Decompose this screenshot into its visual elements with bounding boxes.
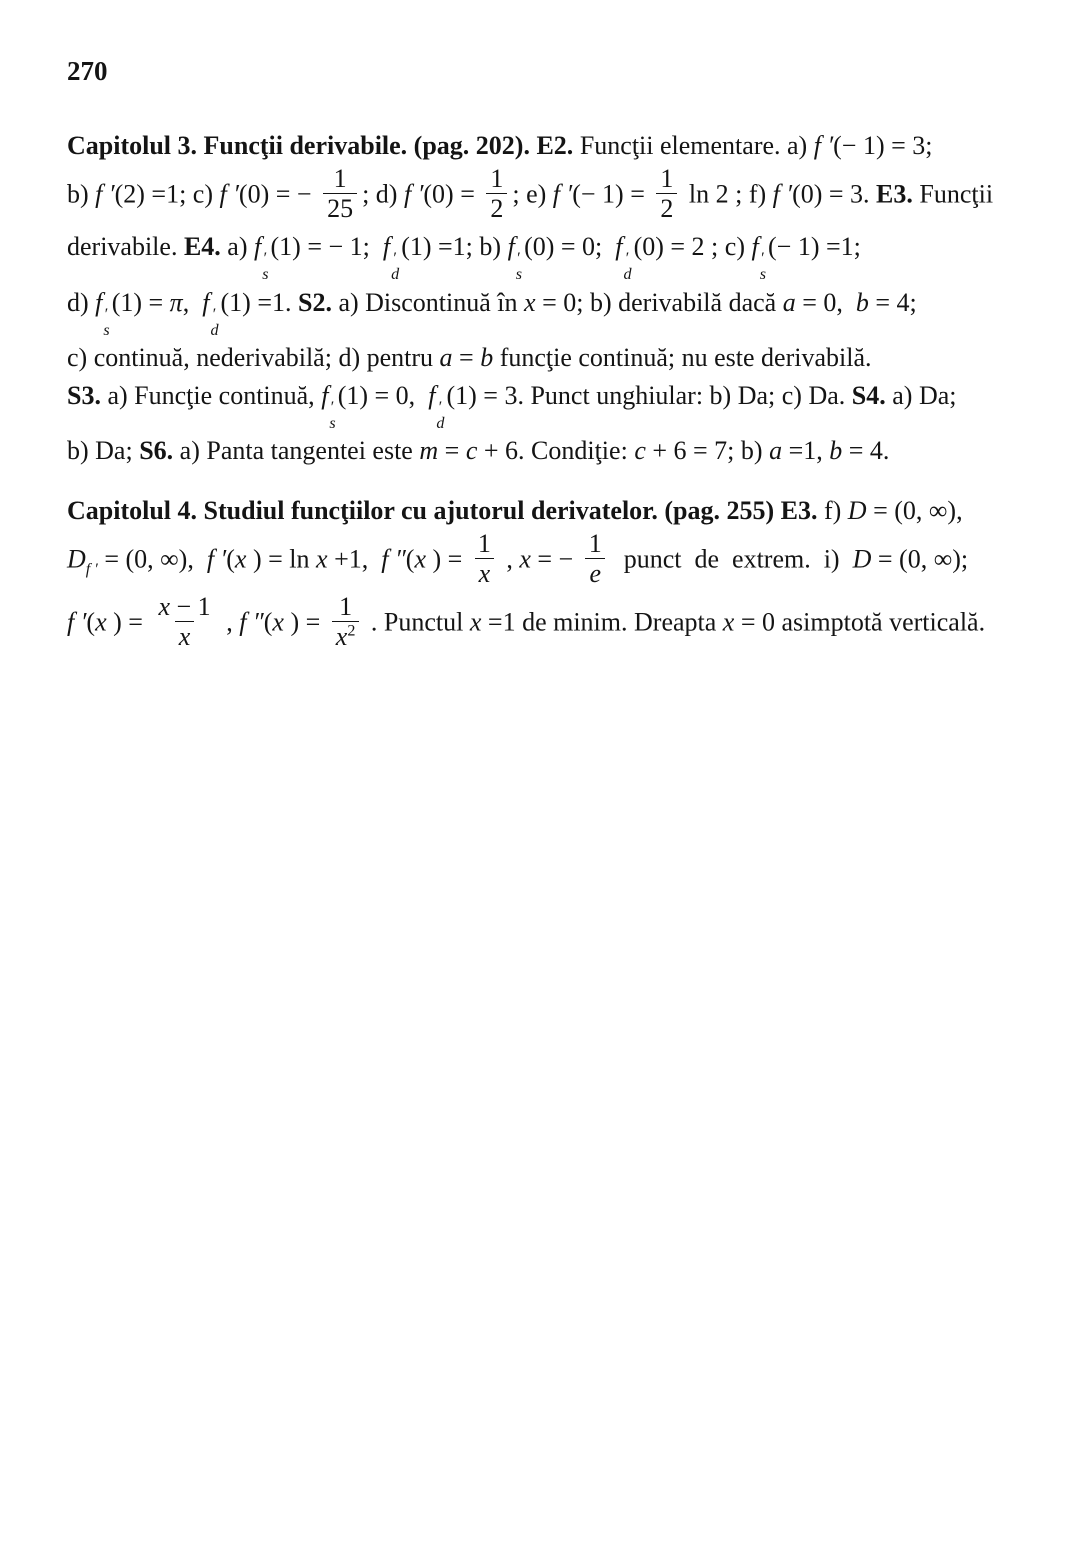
prime-subscript: ′ d bbox=[391, 250, 400, 284]
chapter-3-answers bbox=[67, 127, 1016, 470]
prime-subscript: ′ s bbox=[515, 250, 523, 284]
text-line: derivabile. E4. a) f ′ s (1) = − 1; f ′ d (1) =1; b) f ′ s (0) = 0; f ′ d (0) = 2 ; c) f ′ s (− 1) =1; bbox=[67, 232, 861, 284]
fraction: $\frac{1}{x}$ bbox=[474, 529, 495, 588]
prime-subscript: ′ d bbox=[623, 250, 632, 284]
text-line: $D_{f '} = (0$, ∞), f ′(x ) = ln x +1, f ″(x ) = $\frac{1}{x}$ , x = − $\frac{1}{e}$ punct de extrem. i) D = (0, ∞); bbox=[67, 529, 969, 589]
text-line: b) f ′(2) =1; c) f ′(0) = − $\frac{1}{25}$ ; d) f ′(0) = $\frac{1}{2}$ ; e) f ′(− 1) = $\frac{1}{2}$ ln 2 ; f) f ′(0) = 3. E3. Funcţii bbox=[67, 164, 994, 224]
fraction: $\frac{1}{2}$ bbox=[656, 164, 677, 223]
text-line: Capitolul 3. Funcţii derivabile. (pag. 202). E2. Funcţii elementare. a) f ′(− 1) = 3; bbox=[67, 131, 933, 160]
prime-subscript: ′ d bbox=[210, 305, 219, 339]
text-line: f ′(x ) = $\frac{x - 1}{x}$ , f ″(x ) = $\frac{1}{x^2}$ . Punctul x =1 de minim. Dreapta x = 0 asimptotă verticală. bbox=[67, 592, 986, 652]
chapter-4-answers bbox=[67, 492, 1016, 656]
prime-subscript: ′ s bbox=[329, 398, 336, 432]
fraction: $\frac{1}{e}$ bbox=[585, 529, 606, 588]
fraction: $\frac{1}{2}$ bbox=[486, 164, 507, 223]
fraction: $\frac{1}{25}$ bbox=[323, 164, 357, 223]
answers-content bbox=[67, 127, 1016, 657]
fraction: $\frac{x - 1}{x}$ bbox=[158, 592, 211, 652]
prime-subscript: ′ d bbox=[436, 398, 445, 432]
prime-subscript: ′ s bbox=[103, 305, 110, 339]
prime-subscript: ′ s bbox=[262, 250, 269, 284]
page-number: 270 bbox=[67, 56, 108, 86]
text-line: Capitolul 4. Studiul funcţiilor cu ajutorul derivatelor. (pag. 255) E3. f) D = (0, ∞), bbox=[67, 496, 963, 526]
text-line: S3. a) Funcţie continuă, f ′ s (1) = 0, f ′ d (1) = 3. Punct unghiular: b) Da; c) Da. S4. a) Da; bbox=[67, 380, 957, 432]
text-line: c) continuă, nederivabilă; d) pentru a = b funcţie continuă; nu este derivabilă. bbox=[67, 342, 872, 372]
prime-subscript: ′ s bbox=[759, 250, 766, 284]
fraction: $\frac{1}{x^2}$ bbox=[332, 592, 360, 651]
text-line: d) f ′ s (1) = π, f ′ d (1) =1. S2. a) Discontinuă în x = 0; b) derivabilă dacă a = 0, b = 4; bbox=[67, 287, 917, 339]
text-line: b) Da; S6. a) Panta tangentei este m = c + 6. Condiţie: c + 6 = 7; b) a =1, b = 4. bbox=[67, 436, 890, 466]
